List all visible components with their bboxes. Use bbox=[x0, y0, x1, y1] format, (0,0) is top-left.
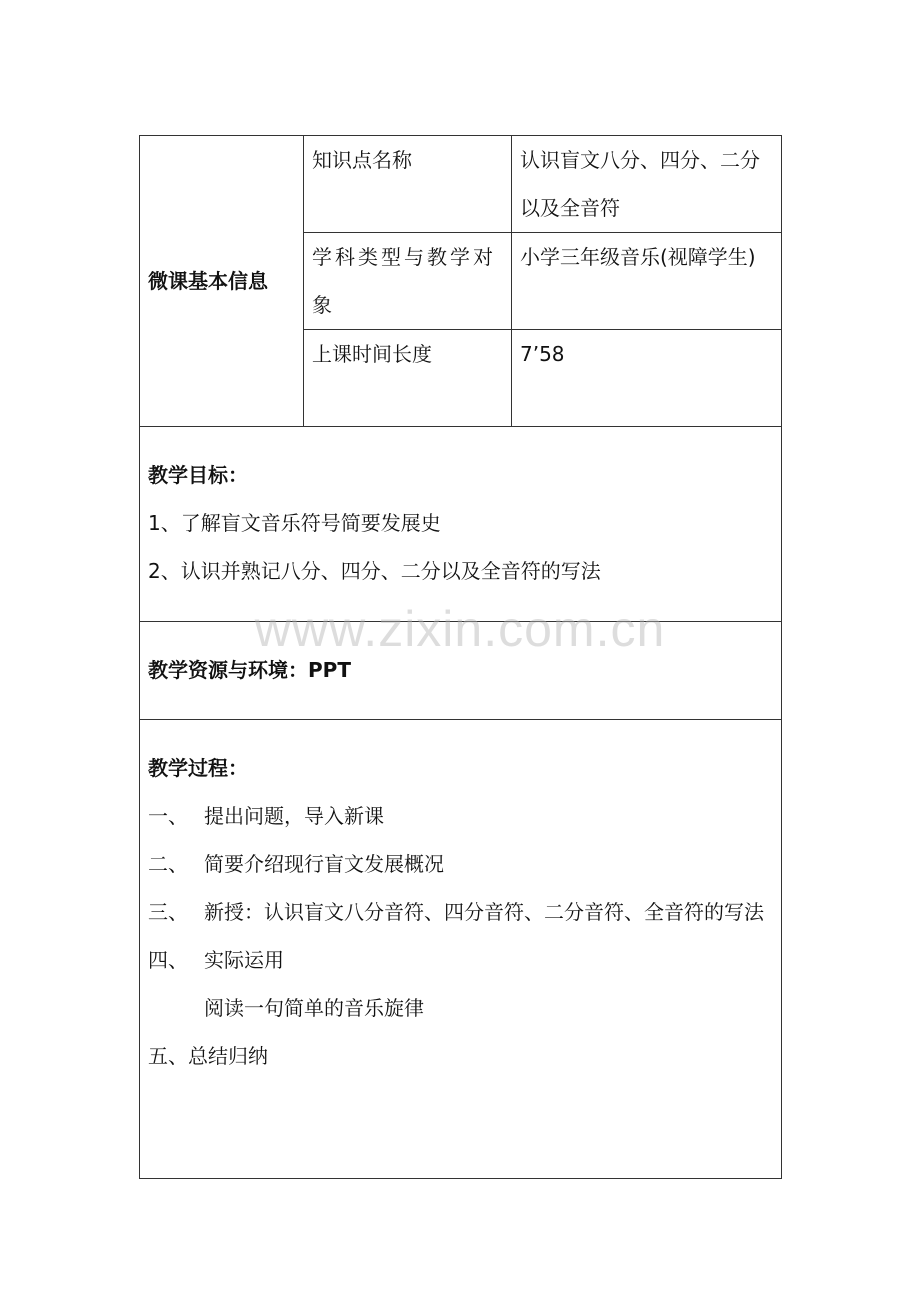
goals-section bbox=[140, 427, 782, 622]
table-row bbox=[140, 622, 782, 720]
step-number: 三、 bbox=[148, 900, 188, 924]
goal-item: 2、认识并熟记八分、四分、二分以及全音符的写法 bbox=[148, 559, 601, 583]
goal-item: 1、了解盲文音乐符号简要发展史 bbox=[148, 511, 441, 535]
table-row bbox=[140, 427, 782, 622]
process-step bbox=[148, 936, 773, 984]
step-number: 一、 bbox=[148, 804, 188, 828]
step-text: 新授：认识盲文八分音符、四分音符、二分音符、全音符的写法 bbox=[204, 900, 764, 924]
info-value: 7’58 bbox=[512, 330, 782, 427]
info-key: 学科类型与教学对象 bbox=[304, 233, 512, 330]
step-text: 简要介绍现行盲文发展概况 bbox=[204, 852, 444, 876]
table-row bbox=[140, 136, 782, 233]
process-last-step: 五、总结归纳 bbox=[148, 1044, 268, 1068]
info-key: 知识点名称 bbox=[304, 136, 512, 233]
info-key: 上课时间长度 bbox=[304, 330, 512, 427]
process-title: 教学过程： bbox=[148, 756, 248, 780]
table-row bbox=[140, 720, 782, 1179]
resources-section bbox=[140, 622, 782, 720]
step-text: 实际运用 bbox=[204, 948, 284, 972]
goals-title: 教学目标： bbox=[148, 463, 248, 487]
lesson-info-table bbox=[139, 135, 782, 1179]
step-number: 二、 bbox=[148, 852, 188, 876]
watermark: www.zixin.com.cn bbox=[254, 601, 666, 657]
info-value: 认识盲文八分、四分、二分以及全音符 bbox=[512, 136, 782, 233]
step-number: 四、 bbox=[148, 948, 188, 972]
process-step bbox=[148, 840, 773, 888]
info-value: 小学三年级音乐(视障学生) bbox=[512, 233, 782, 330]
resources-title: 教学资源与环境：PPT bbox=[148, 658, 351, 682]
step-text: 提出问题，导入新课 bbox=[204, 804, 384, 828]
process-step bbox=[148, 792, 773, 840]
info-label: 微课基本信息 bbox=[140, 136, 304, 427]
process-section bbox=[140, 720, 782, 1179]
process-sub-item: 阅读一句简单的音乐旋律 bbox=[204, 996, 424, 1020]
process-step bbox=[148, 888, 773, 936]
